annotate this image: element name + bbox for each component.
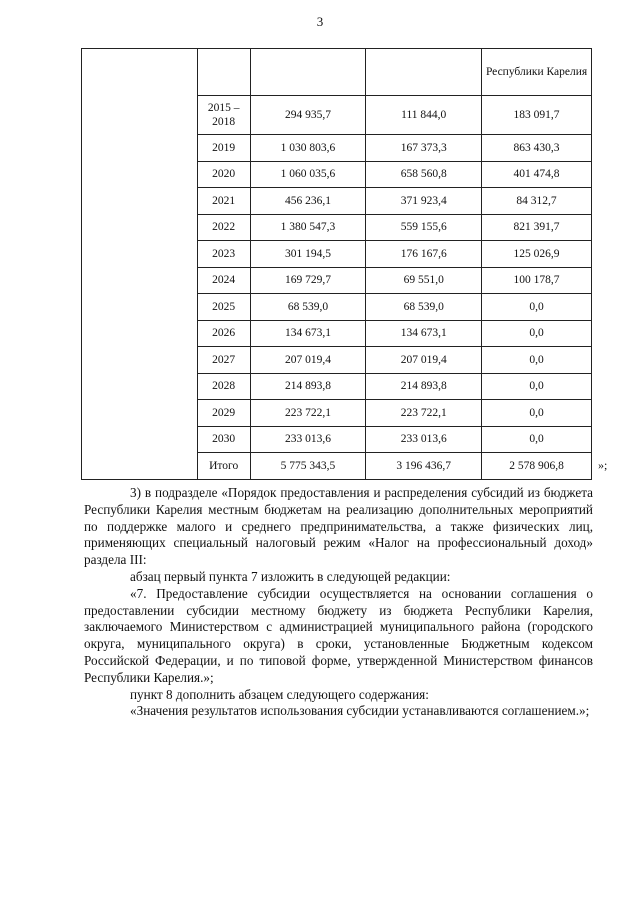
cell-regional: 0,0 bbox=[482, 320, 592, 347]
cell-total: 68 539,0 bbox=[250, 294, 366, 321]
cell-regional: 100 178,7 bbox=[482, 267, 592, 294]
cell-year: 2025 bbox=[197, 294, 250, 321]
cell-federal: 658 560,8 bbox=[366, 161, 482, 188]
cell-regional: 0,0 bbox=[482, 294, 592, 321]
cell-regional: 0,0 bbox=[482, 426, 592, 453]
cell-federal: 111 844,0 bbox=[366, 96, 482, 135]
cell-total: 223 722,1 bbox=[250, 400, 366, 427]
cell-total: 233 013,6 bbox=[250, 426, 366, 453]
cell-federal: 207 019,4 bbox=[366, 347, 482, 374]
first-column-cell bbox=[82, 49, 198, 480]
header-cell-year bbox=[197, 49, 250, 96]
cell-federal: 214 893,8 bbox=[366, 373, 482, 400]
header-cell-federal bbox=[366, 49, 482, 96]
document-text bbox=[84, 485, 593, 720]
cell-regional: 821 391,7 bbox=[482, 214, 592, 241]
paragraph-quoted-article-8: «Значения результатов использования субсидии устанавливаются соглашением.»; bbox=[130, 703, 590, 719]
cell-total: 456 236,1 bbox=[250, 188, 366, 215]
cell-federal: 176 167,6 bbox=[366, 241, 482, 268]
cell-year: 2015 – 2018 bbox=[197, 96, 250, 135]
cell-total: 1 030 803,6 bbox=[250, 135, 366, 162]
cell-year: Итого bbox=[197, 453, 250, 480]
budget-table bbox=[81, 48, 592, 480]
cell-total: 207 019,4 bbox=[250, 347, 366, 374]
header-cell-regional: Республики Карелия bbox=[482, 49, 592, 96]
paragraph-article-7: абзац первый пункта 7 изложить в следующей редакции: bbox=[130, 568, 451, 584]
page-number: 3 bbox=[316, 14, 324, 29]
cell-year: 2019 bbox=[197, 135, 250, 162]
cell-regional: 84 312,7 bbox=[482, 188, 592, 215]
cell-federal: 69 551,0 bbox=[366, 267, 482, 294]
header-cell-total bbox=[250, 49, 366, 96]
cell-year: 2020 bbox=[197, 161, 250, 188]
cell-total: 1 380 547,3 bbox=[250, 214, 366, 241]
cell-year: 2028 bbox=[197, 373, 250, 400]
cell-federal: 233 013,6 bbox=[366, 426, 482, 453]
cell-regional: 401 474,8 bbox=[482, 161, 592, 188]
cell-year: 2023 bbox=[197, 241, 250, 268]
cell-regional: 2 578 906,8 bbox=[482, 453, 592, 480]
paragraph-article-8: пункт 8 дополнить абзацем следующего содержания: bbox=[130, 686, 429, 702]
cell-total: 1 060 035,6 bbox=[250, 161, 366, 188]
cell-regional: 125 026,9 bbox=[482, 241, 592, 268]
cell-regional: 183 091,7 bbox=[482, 96, 592, 135]
cell-regional: 0,0 bbox=[482, 347, 592, 374]
cell-regional: 0,0 bbox=[482, 400, 592, 427]
cell-year: 2030 bbox=[197, 426, 250, 453]
table-header-row bbox=[82, 49, 592, 96]
cell-year: 2027 bbox=[197, 347, 250, 374]
cell-federal: 3 196 436,7 bbox=[366, 453, 482, 480]
cell-federal: 68 539,0 bbox=[366, 294, 482, 321]
cell-federal: 223 722,1 bbox=[366, 400, 482, 427]
cell-total: 134 673,1 bbox=[250, 320, 366, 347]
cell-total: 301 194,5 bbox=[250, 241, 366, 268]
paragraph-quoted-article-7: «7. Предоставление субсидии осуществляется на основании соглашения о предоставлении субсидии местному бюджету из бюджета Республики Карелия, заключаемого Министерством с администрацией муниципального района (городского округа, муниципального округа) в сроки, установленные Бюджетным кодексом Российской Федерации, и по типовой форме, утвержденной Министерством финансов Республики Карелия.»; bbox=[84, 585, 593, 685]
cell-year: 2024 bbox=[197, 267, 250, 294]
cell-regional: 863 430,3 bbox=[482, 135, 592, 162]
cell-regional: 0,0 bbox=[482, 373, 592, 400]
cell-federal: 167 373,3 bbox=[366, 135, 482, 162]
cell-year: 2021 bbox=[197, 188, 250, 215]
cell-total: 214 893,8 bbox=[250, 373, 366, 400]
cell-federal: 134 673,1 bbox=[366, 320, 482, 347]
cell-year: 2026 bbox=[197, 320, 250, 347]
cell-year: 2022 bbox=[197, 214, 250, 241]
cell-total: 294 935,7 bbox=[250, 96, 366, 135]
cell-federal: 559 155,6 bbox=[366, 214, 482, 241]
cell-total: 169 729,7 bbox=[250, 267, 366, 294]
cell-year: 2029 bbox=[197, 400, 250, 427]
cell-total: 5 775 343,5 bbox=[250, 453, 366, 480]
closing-quote-mark: »; bbox=[598, 458, 608, 472]
cell-federal: 371 923,4 bbox=[366, 188, 482, 215]
paragraph-item-3: 3) в подразделе «Порядок предоставления и распределения субсидий из бюджета Республики Карелия местным бюджетам на реализацию дополнительных мероприятий по поддержке малого и среднего предпринимательства, а также физических лиц, применяющих специальный налоговый режим «Налог на профессиональный доход» раздела III: bbox=[84, 485, 593, 568]
